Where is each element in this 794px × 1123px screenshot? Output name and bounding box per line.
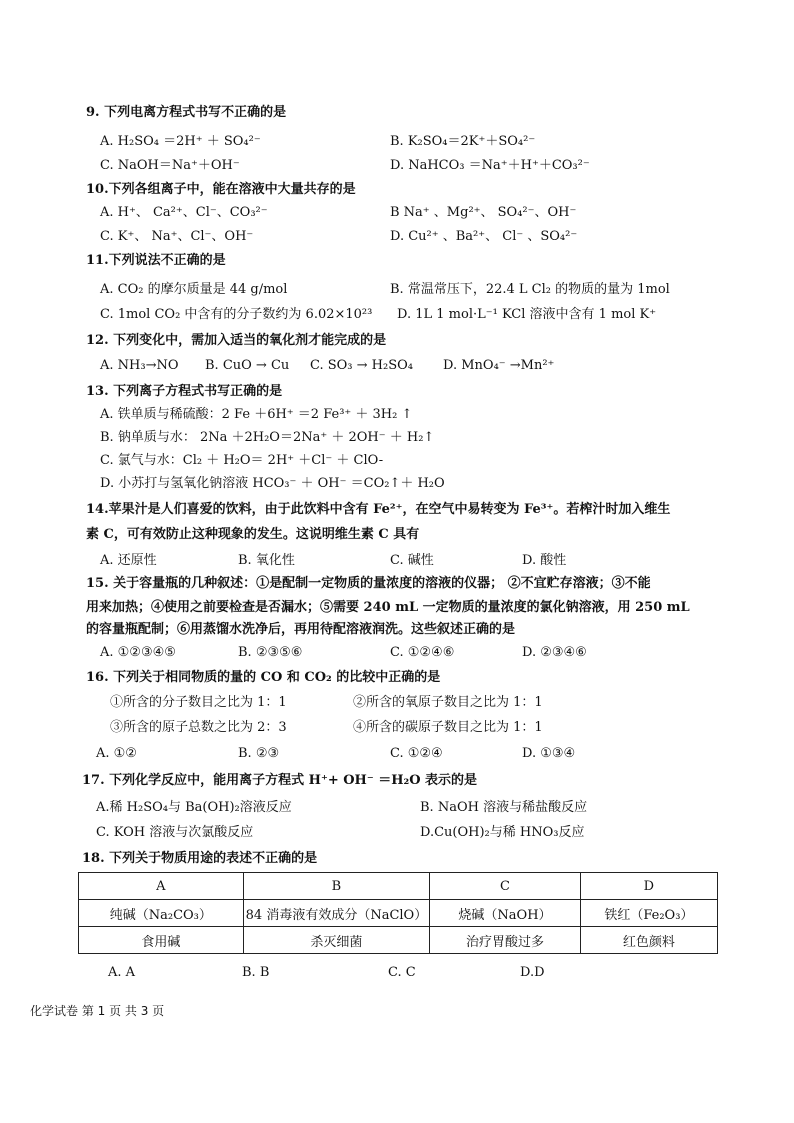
question-10-stem: 10.下列各组离子中，能在溶液中大量共存的是 <box>86 182 356 197</box>
table-row <box>79 900 718 927</box>
q9-option-a: A. H₂SO₄ ＝2H⁺ ＋ SO₄²⁻ <box>100 134 261 149</box>
table-cell: 纯碱（Na₂CO₃） <box>79 900 244 927</box>
q9-option-d: D. NaHCO₃ ＝Na⁺＋H⁺＋CO₃²⁻ <box>390 158 590 173</box>
q18-option-b: B. B <box>242 965 270 980</box>
q10-option-d: D. Cu²⁺ 、Ba²⁺、 Cl⁻ 、SO₄²⁻ <box>390 229 578 244</box>
q17-option-d: D.Cu(OH)₂与稀 HNO₃反应 <box>420 825 585 840</box>
table-header-c: C <box>430 873 581 900</box>
q15-option-d: D. ②③④⑥ <box>522 645 587 660</box>
question-15-stem-line-3: 的容量瓶配制；⑥用蒸馏水洗净后，再用待配溶液润洗。这些叙述正确的是 <box>86 622 516 637</box>
q11-option-a: A. CO₂ 的摩尔质量是 44 g/mol <box>100 282 288 297</box>
table-header-row <box>79 873 718 900</box>
q13-option-d: D. 小苏打与氢氧化钠溶液 HCO₃⁻ ＋ OH⁻ ＝CO₂↑＋ H₂O <box>100 476 445 491</box>
table-cell: 红色颜料 <box>580 927 717 954</box>
q16-item-4: ④所含的碳原子数目之比为 1：1 <box>353 720 543 735</box>
table-cell: 食用碱 <box>79 927 244 954</box>
q11-option-c: C. 1mol CO₂ 中含有的分子数约为 6.02×10²³ <box>100 307 373 322</box>
q16-option-a: A. ①② <box>96 746 137 761</box>
q18-table <box>78 872 718 954</box>
q11-option-d: D. 1L 1 mol·L⁻¹ KCl 溶液中含有 1 mol K⁺ <box>397 307 657 322</box>
q11-option-b: B. 常温常压下，22.4 L Cl₂ 的物质的量为 1mol <box>390 282 670 297</box>
q16-option-b: B. ②③ <box>238 746 280 761</box>
q9-option-b: B. K₂SO₄＝2K⁺＋SO₄²⁻ <box>390 134 536 149</box>
question-11-stem: 11.下列说法不正确的是 <box>86 253 226 268</box>
table-cell: 治疗胃酸过多 <box>430 927 581 954</box>
q10-option-a: A. H⁺、 Ca²⁺、Cl⁻、CO₃²⁻ <box>100 205 268 220</box>
table-header-b: B <box>243 873 430 900</box>
question-14-stem-line-2: 素 C，可有效防止这种现象的发生。这说明维生素 C 具有 <box>86 527 420 542</box>
q16-option-c: C. ①②④ <box>390 746 443 761</box>
q14-option-b: B. 氧化性 <box>238 553 295 568</box>
q18-option-d: D.D <box>520 965 545 980</box>
q13-option-a: A. 铁单质与稀硫酸：2 Fe ＋6H⁺ ＝2 Fe³⁺ ＋ 3H₂ ↑ <box>100 407 413 422</box>
question-9-stem: 9. 下列电离方程式书写不正确的是 <box>86 105 287 120</box>
table-cell: 84 消毒液有效成分（NaClO） <box>243 900 430 927</box>
question-14-stem-line-1: 14.苹果汁是人们喜爱的饮料，由于此饮料中含有 Fe²⁺，在空气中易转变为 Fe³⁺。若榨汁时加入维生 <box>86 502 671 517</box>
q14-option-c: C. 碱性 <box>390 553 434 568</box>
q17-option-b: B. NaOH 溶液与稀盐酸反应 <box>420 800 588 815</box>
question-15-stem-line-2: 用来加热；④使用之前要检查是否漏水；⑤需要 240 mL 一定物质的量浓度的氯化钠溶液，用 250 mL <box>86 600 690 615</box>
q17-option-c: C. KOH 溶液与次氯酸反应 <box>96 825 254 840</box>
q12-option-d: D. MnO₄⁻ →Mn²⁺ <box>443 358 555 373</box>
q9-option-c: C. NaOH＝Na⁺＋OH⁻ <box>100 158 240 173</box>
question-13-stem: 13. 下列离子方程式书写正确的是 <box>86 384 283 399</box>
table-cell: 铁红（Fe₂O₃） <box>580 900 717 927</box>
question-12-stem: 12. 下列变化中，需加入适当的氧化剂才能完成的是 <box>86 333 387 348</box>
q10-option-c: C. K⁺、 Na⁺、Cl⁻、OH⁻ <box>100 229 254 244</box>
q12-option-c: C. SO₃ → H₂SO₄ <box>310 358 414 373</box>
q16-option-d: D. ①③④ <box>522 746 576 761</box>
table-header-d: D <box>580 873 717 900</box>
q18-option-c: C. C <box>388 965 416 980</box>
q13-option-b: B. 钠单质与水： 2Na ＋2H₂O＝2Na⁺ ＋ 2OH⁻ ＋ H₂↑ <box>100 430 435 445</box>
q10-option-b: B Na⁺ 、Mg²⁺、 SO₄²⁻、OH⁻ <box>390 205 577 220</box>
table-cell: 烧碱（NaOH） <box>430 900 581 927</box>
page-footer: 化学试卷 第 1 页 共 3 页 <box>30 1004 165 1018</box>
q14-option-a: A. 还原性 <box>100 553 157 568</box>
q17-option-a: A.稀 H₂SO₄与 Ba(OH)₂溶液反应 <box>96 800 292 815</box>
question-16-stem: 16. 下列关于相同物质的量的 CO 和 CO₂ 的比较中正确的是 <box>86 670 441 685</box>
question-18-stem: 18. 下列关于物质用途的表述不正确的是 <box>82 851 318 866</box>
table-header-a: A <box>79 873 244 900</box>
question-17-stem: 17. 下列化学反应中，能用离子方程式 H⁺+ OH⁻ ＝H₂O 表示的是 <box>82 773 478 788</box>
q12-option-a: A. NH₃→NO <box>100 358 179 373</box>
question-15-stem-line-1: 15. 关于容量瓶的几种叙述：①是配制一定物质的量浓度的溶液的仪器； ②不宜贮存溶液；③不能 <box>86 576 651 591</box>
q15-option-b: B. ②③⑤⑥ <box>238 645 303 660</box>
q16-item-2: ②所含的氧原子数目之比为 1：1 <box>353 695 543 710</box>
q14-option-d: D. 酸性 <box>522 553 567 568</box>
q16-item-1: ①所含的分子数目之比为 1：1 <box>110 695 287 710</box>
q15-option-a: A. ①②③④⑤ <box>100 645 176 660</box>
q16-item-3: ③所含的原子总数之比为 2：3 <box>110 720 287 735</box>
q12-option-b: B. CuO → Cu <box>205 358 290 373</box>
table-cell: 杀灭细菌 <box>243 927 430 954</box>
table-row <box>79 927 718 954</box>
q18-option-a: A. A <box>108 965 136 980</box>
q13-option-c: C. 氯气与水：Cl₂ ＋ H₂O＝ 2H⁺ ＋Cl⁻ ＋ ClO- <box>100 453 384 468</box>
q15-option-c: C. ①②④⑥ <box>390 645 455 660</box>
